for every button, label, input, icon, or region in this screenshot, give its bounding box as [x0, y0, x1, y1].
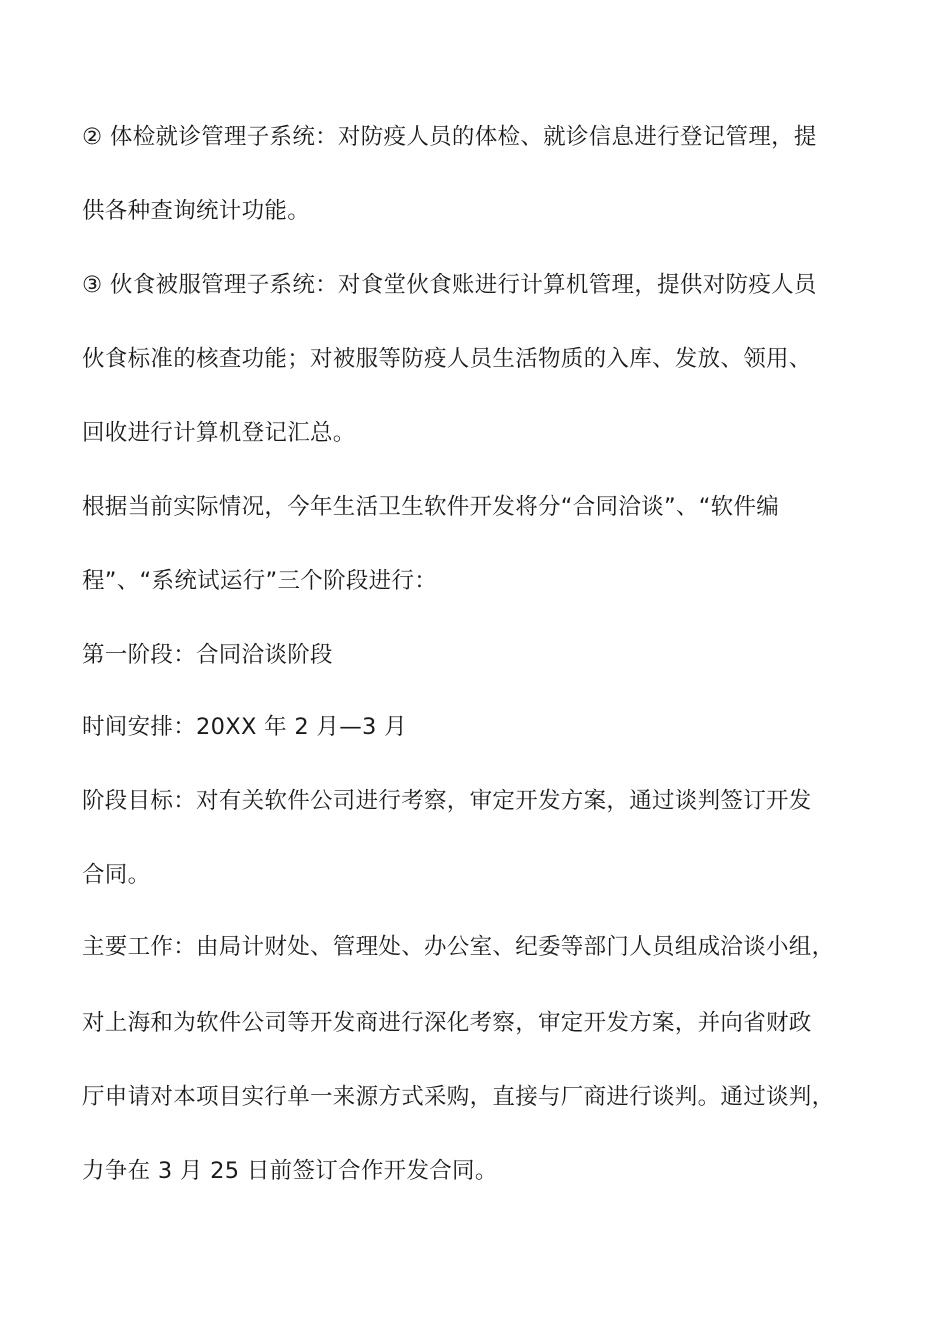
text-line-catering-subsystem-end: 回收进行计算机登记汇总。: [82, 420, 356, 446]
phase-one-heading: 第一阶段：合同洽谈阶段: [82, 642, 333, 668]
text-line-phases-intro-cont: 程”、“系统试运行”三个阶段进行：: [82, 568, 438, 594]
phase-one-goal: 阶段目标：对有关软件公司进行考察，审定开发方案，通过谈判签订开发: [82, 788, 812, 814]
phase-one-main-work: 主要工作：由局计财处、管理处、办公室、纪委等部门人员组成洽谈小组，: [82, 934, 835, 960]
phase-one-schedule: 时间安排：20XX 年 2 月—3 月: [82, 714, 407, 740]
text-line-health-subsystem-cont: 供各种查询统计功能。: [82, 198, 311, 224]
text-line-catering-subsystem-cont: 伙食标准的核查功能；对被服等防疫人员生活物质的入库、发放、领用、: [82, 346, 812, 372]
text-line-catering-subsystem: ③ 伙食被服管理子系统：对食堂伙食账进行计算机管理，提供对防疫人员: [82, 272, 817, 298]
phase-one-main-work-cont2: 厅申请对本项目实行单一来源方式采购，直接与厂商进行谈判。通过谈判，: [82, 1084, 835, 1110]
phase-one-main-work-cont1: 对上海和为软件公司等开发商进行深化考察，审定开发方案，并向省财政: [82, 1010, 812, 1036]
phase-one-main-work-cont3: 力争在 3 月 25 日前签订合作开发合同。: [82, 1158, 498, 1184]
text-line-phases-intro: 根据当前实际情况，今年生活卫生软件开发将分“合同洽谈”、“软件编: [82, 494, 780, 520]
text-line-health-subsystem: ② 体检就诊管理子系统：对防疫人员的体检、就诊信息进行登记管理，提: [82, 124, 817, 150]
phase-one-goal-cont: 合同。: [82, 862, 151, 888]
